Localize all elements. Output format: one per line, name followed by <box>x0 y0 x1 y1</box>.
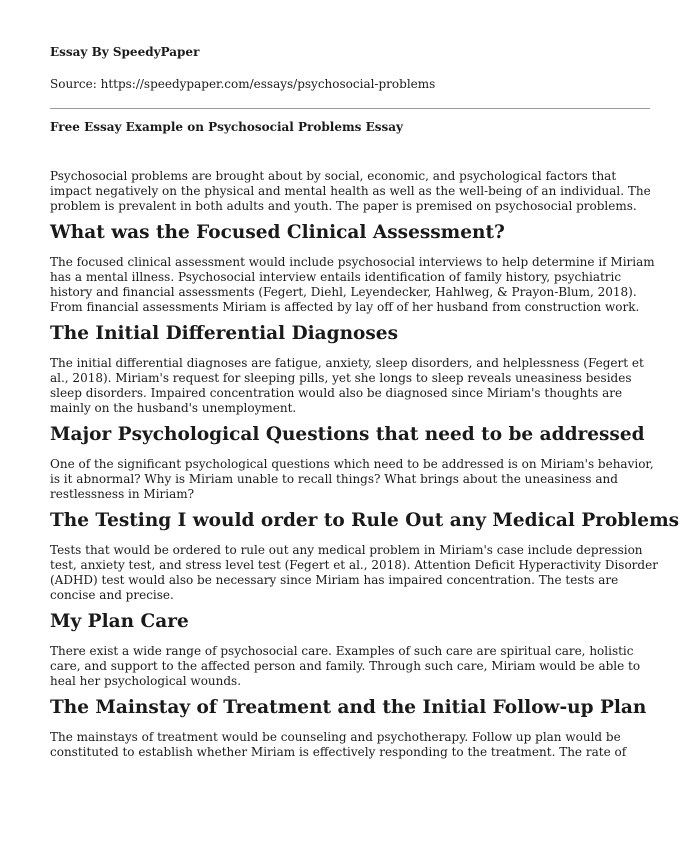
author-line: Essay By SpeedyPaper <box>50 45 200 59</box>
section-heading-differential-diagnoses: The Initial Differential Diagnoses <box>50 323 398 344</box>
source-line: Source: https://speedypaper.com/essays/psychosocial-problems <box>50 77 436 91</box>
section-heading-plan-care: My Plan Care <box>50 611 189 632</box>
section-body-psychological-questions: One of the significant psychological questions which need to be addressed is on Miriam's behavior, is it abnormal? Why is Miriam unable to recall things? What brings about the uneasiness and restlessness in Miriam? <box>50 457 654 501</box>
essay-title: Free Essay Example on Psychosocial Problems Essay <box>50 120 403 134</box>
section-body-focused-assessment: The focused clinical assessment would include psychosocial interviews to help determine if Miriam has a mental illness. Psychosocial interview entails identification of family history, psychiatric history and financial assessments (Fegert, Diehl, Leyendecker, Hahlweg, & Prayon-Blum, 2018). From financial assessments Miriam is affected by lay off of her husband from construction work. <box>50 255 655 314</box>
intro-paragraph: Psychosocial problems are brought about by social, economic, and psychological factors that impact negatively on the physical and mental health as well as the well-being of an individual. The problem is prevalent in both adults and youth. The paper is premised on psychosocial problems. <box>50 169 651 213</box>
document-header <box>50 44 650 92</box>
section-heading-psychological-questions: Major Psychological Questions that need to be addressed <box>50 424 645 445</box>
header-divider <box>50 108 650 109</box>
section-body-treatment-followup: The mainstays of treatment would be counseling and psychotherapy. Follow up plan would be constituted to establish whether Miriam is effectively responding to the treatment. The rate of <box>50 730 627 759</box>
section-heading-focused-assessment: What was the Focused Clinical Assessment? <box>50 222 505 243</box>
section-body-differential-diagnoses: The initial differential diagnoses are fatigue, anxiety, sleep disorders, and helplessness (Fegert et al., 2018). Miriam's request for sleeping pills, yet she longs to sleep reveals uneasiness besides sleep disorders. Impaired concentration would also be diagnosed since Miriam's thoughts are mainly on the husband's unemployment. <box>50 356 644 415</box>
section-heading-treatment-followup: The Mainstay of Treatment and the Initial Follow-up Plan <box>50 697 647 718</box>
section-heading-testing: The Testing I would order to Rule Out any Medical Problems <box>50 510 680 531</box>
section-body-plan-care: There exist a wide range of psychosocial care. Examples of such care are spiritual care, holistic care, and support to the affected person and family. Through such care, Miriam would be able to heal her psychological wounds. <box>50 644 641 688</box>
section-body-testing: Tests that would be ordered to rule out any medical problem in Miriam's case include depression test, anxiety test, and stress level test (Fegert et al., 2018). Attention Deficit Hyperactivity Disorder (ADHD) test would also be necessary since Miriam has impaired concentration. The tests are concise and precise. <box>50 543 658 602</box>
essay-body <box>50 169 680 760</box>
